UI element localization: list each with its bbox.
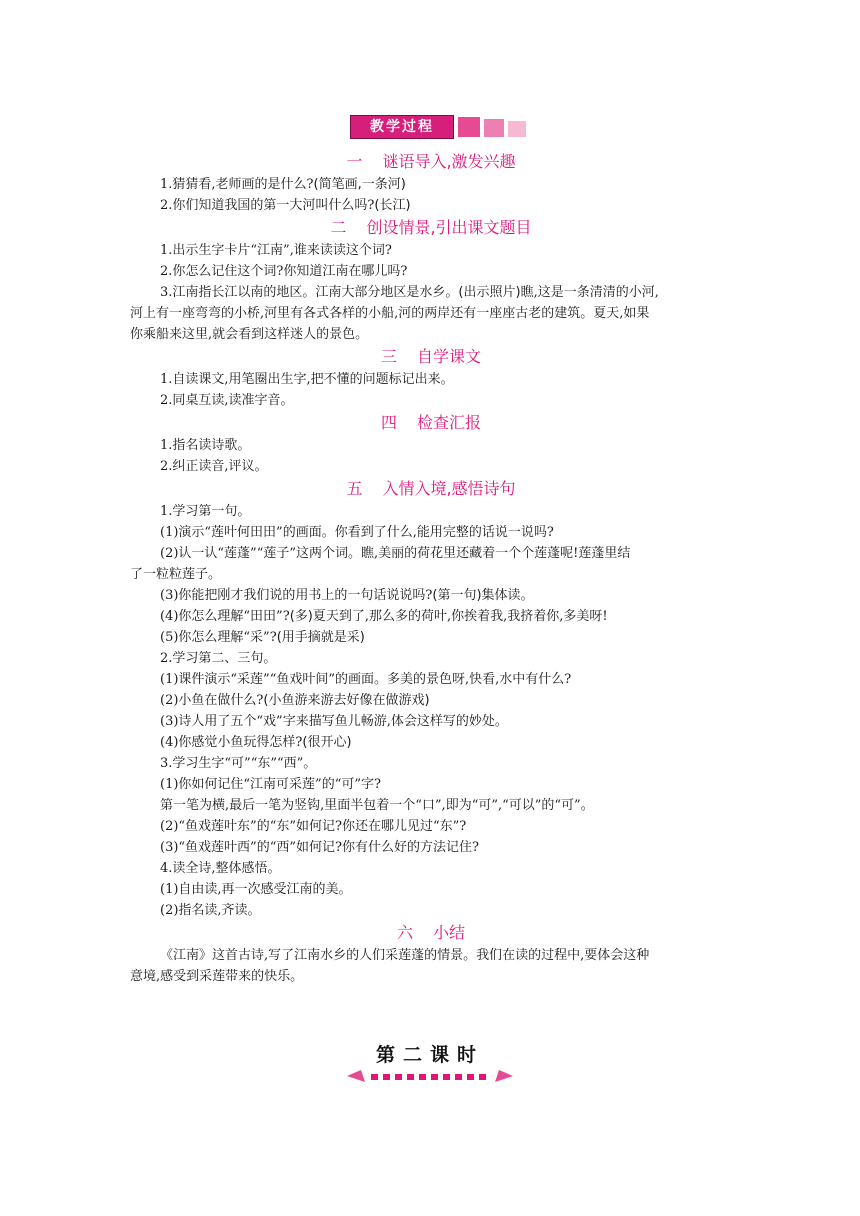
line-text: 1.出示生字卡片“江南”,谁来读读这个词?: [160, 243, 392, 258]
section-title: 创设情景,引出课文题目: [366, 218, 532, 237]
line-text: (1)你如何记住“江南可采莲”的“可”字?: [160, 777, 381, 792]
section-number: 五: [346, 479, 363, 498]
line-text: (5)你怎么理解“采”?: [160, 630, 277, 645]
text-line: [130, 753, 732, 774]
text-line: [130, 795, 732, 816]
section-heading: [130, 216, 732, 240]
text-line: [130, 966, 732, 987]
text-line: [130, 501, 732, 522]
text-line: [130, 282, 732, 303]
answer-note: (多): [289, 609, 313, 624]
text-line: [130, 390, 732, 411]
dotted-ribbon-decoration: [345, 1066, 515, 1086]
text-line: [130, 669, 732, 690]
line-text: (2)认一认“莲蓬”“莲子”这两个词。瞧,美丽的荷花里还藏着一个个莲蓬呢!莲蓬里结: [160, 546, 631, 561]
answer-note: (第一句): [432, 588, 482, 603]
answer-note: (简笔画,一条河): [313, 177, 406, 192]
section-heading: [130, 411, 732, 435]
lesson-banner: [345, 1040, 515, 1090]
line-text: 意境,感受到采莲带来的快乐。: [130, 969, 304, 984]
banner-label: 教学过程: [350, 115, 454, 139]
text-line: [130, 816, 732, 837]
banner-square-decoration: [484, 119, 504, 137]
text-line: [130, 606, 732, 627]
text-line: [130, 522, 732, 543]
line-text: 2.你怎么记住这个词?你知道江南在哪儿吗?: [160, 264, 408, 279]
line-text: (1)演示“莲叶何田田”的画面。你看到了什么,能用完整的话说一说吗?: [160, 525, 554, 540]
section-heading: [130, 345, 732, 369]
line-text: 3.学习生字“可”“东”“西”。: [160, 756, 317, 771]
lesson-content: [130, 150, 732, 987]
text-line: [130, 543, 732, 564]
section-number: 三: [380, 347, 397, 366]
line-text: (1)自由读,再一次感受江南的美。: [160, 882, 352, 897]
section-heading: [130, 150, 732, 174]
answer-note: (用手摘就是采): [276, 630, 365, 645]
line-text: 了一粒粒莲子。: [130, 567, 222, 582]
line-text: (4)你怎么理解“田田”?: [160, 609, 290, 624]
line-text: (3)你能把刚才我们说的用书上的一句话说说吗?: [160, 588, 433, 603]
section-title: 自学课文: [417, 347, 482, 366]
line-text: (1)课件演示“采莲”“鱼戏叶间”的画面。多美的景色呀,快看,水中有什么?: [160, 672, 572, 687]
text-line: [130, 195, 732, 216]
text-line: [130, 732, 732, 753]
section-title: 谜语导入,激发兴趣: [382, 152, 516, 171]
line-text: (3)“鱼戏莲叶西”的“西”如何记?你有什么好的方法记住?: [160, 840, 479, 855]
line-text: 3.江南指长江以南的地区。江南大部分地区是水乡。: [160, 285, 459, 300]
text-line: [130, 303, 732, 324]
line-text: (2)“鱼戏莲叶东”的“东”如何记?你还在哪儿见过“东”?: [160, 819, 467, 834]
text-line: [130, 240, 732, 261]
section-title: 小结: [433, 923, 466, 942]
section-number: 二: [330, 218, 347, 237]
line-text: 1.自读课文,用笔圈出生字,把不懂的问题标记出来。: [160, 372, 454, 387]
section-title: 入情入境,感悟诗句: [382, 479, 516, 498]
line-text: (2)小鱼在做什么?: [160, 693, 264, 708]
line-text: 河上有一座弯弯的小桥,河里有各式各样的小船,河的两岸还有一座座古老的建筑。夏天,如果: [130, 306, 650, 321]
line-text: (4)你感觉小鱼玩得怎样?: [160, 735, 303, 750]
text-line: [130, 174, 732, 195]
section-heading: [130, 477, 732, 501]
text-line: [130, 900, 732, 921]
line-text: (2)指名读,齐读。: [160, 903, 261, 918]
line-text: 1.猜猜看,老师画的是什么?: [160, 177, 314, 192]
line-text: 第一笔为横,最后一笔为竖钩,里面半包着一个“口”,即为“可”,“可以”的“可”。: [160, 798, 594, 813]
line-text-continued: 瞧,这是一条清清的小河,: [520, 285, 659, 300]
line-text: 《江南》这首古诗,写了江南水乡的人们采莲蓬的情景。我们在读的过程中,要体会这种: [160, 948, 650, 963]
answer-note: (很开心): [302, 735, 352, 750]
text-line: [130, 564, 732, 585]
banner-square-decoration: [508, 121, 526, 137]
line-text-continued: 集体读。: [481, 588, 534, 603]
text-line: [130, 837, 732, 858]
text-line: [130, 690, 732, 711]
text-line: [130, 627, 732, 648]
text-line: [130, 369, 732, 390]
text-line: [130, 261, 732, 282]
answer-note: (小鱼游来游去好像在做游戏): [263, 693, 430, 708]
line-text: 你乘船来这里,就会看到这样迷人的景色。: [130, 327, 369, 342]
line-text-continued: 夏天到了,那么多的荷叶,你挨着我,我挤着你,多美呀!: [312, 609, 608, 624]
text-line: [130, 324, 732, 345]
text-line: [130, 435, 732, 456]
line-text: 4.读全诗,整体感悟。: [160, 861, 281, 876]
line-text: 1.指名读诗歌。: [160, 438, 251, 453]
section-number: 一: [346, 152, 363, 171]
answer-note: (出示照片): [458, 285, 521, 300]
line-text: (3)诗人用了五个“戏”字来描写鱼儿畅游,体会这样写的妙处。: [160, 714, 508, 729]
line-text: 2.你们知道我国的第一大河叫什么吗?: [160, 198, 375, 213]
text-line: [130, 945, 732, 966]
section-title: 检查汇报: [417, 413, 482, 432]
text-line: [130, 858, 732, 879]
line-text: 2.同桌互读,读准字音。: [160, 393, 294, 408]
text-line: [130, 648, 732, 669]
section-number: 六: [396, 923, 413, 942]
lesson-title: 第二课时: [375, 1044, 484, 1066]
line-text: 2.学习第二、三句。: [160, 651, 277, 666]
text-line: [130, 456, 732, 477]
text-line: [130, 585, 732, 606]
section-heading: [130, 921, 732, 945]
section-number: 四: [380, 413, 397, 432]
text-line: [130, 774, 732, 795]
text-line: [130, 879, 732, 900]
banner-square-decoration: [458, 117, 480, 137]
text-line: [130, 711, 732, 732]
line-text: 2.纠正读音,评议。: [160, 459, 268, 474]
line-text: 1.学习第一句。: [160, 504, 251, 519]
answer-note: (长江): [374, 198, 411, 213]
